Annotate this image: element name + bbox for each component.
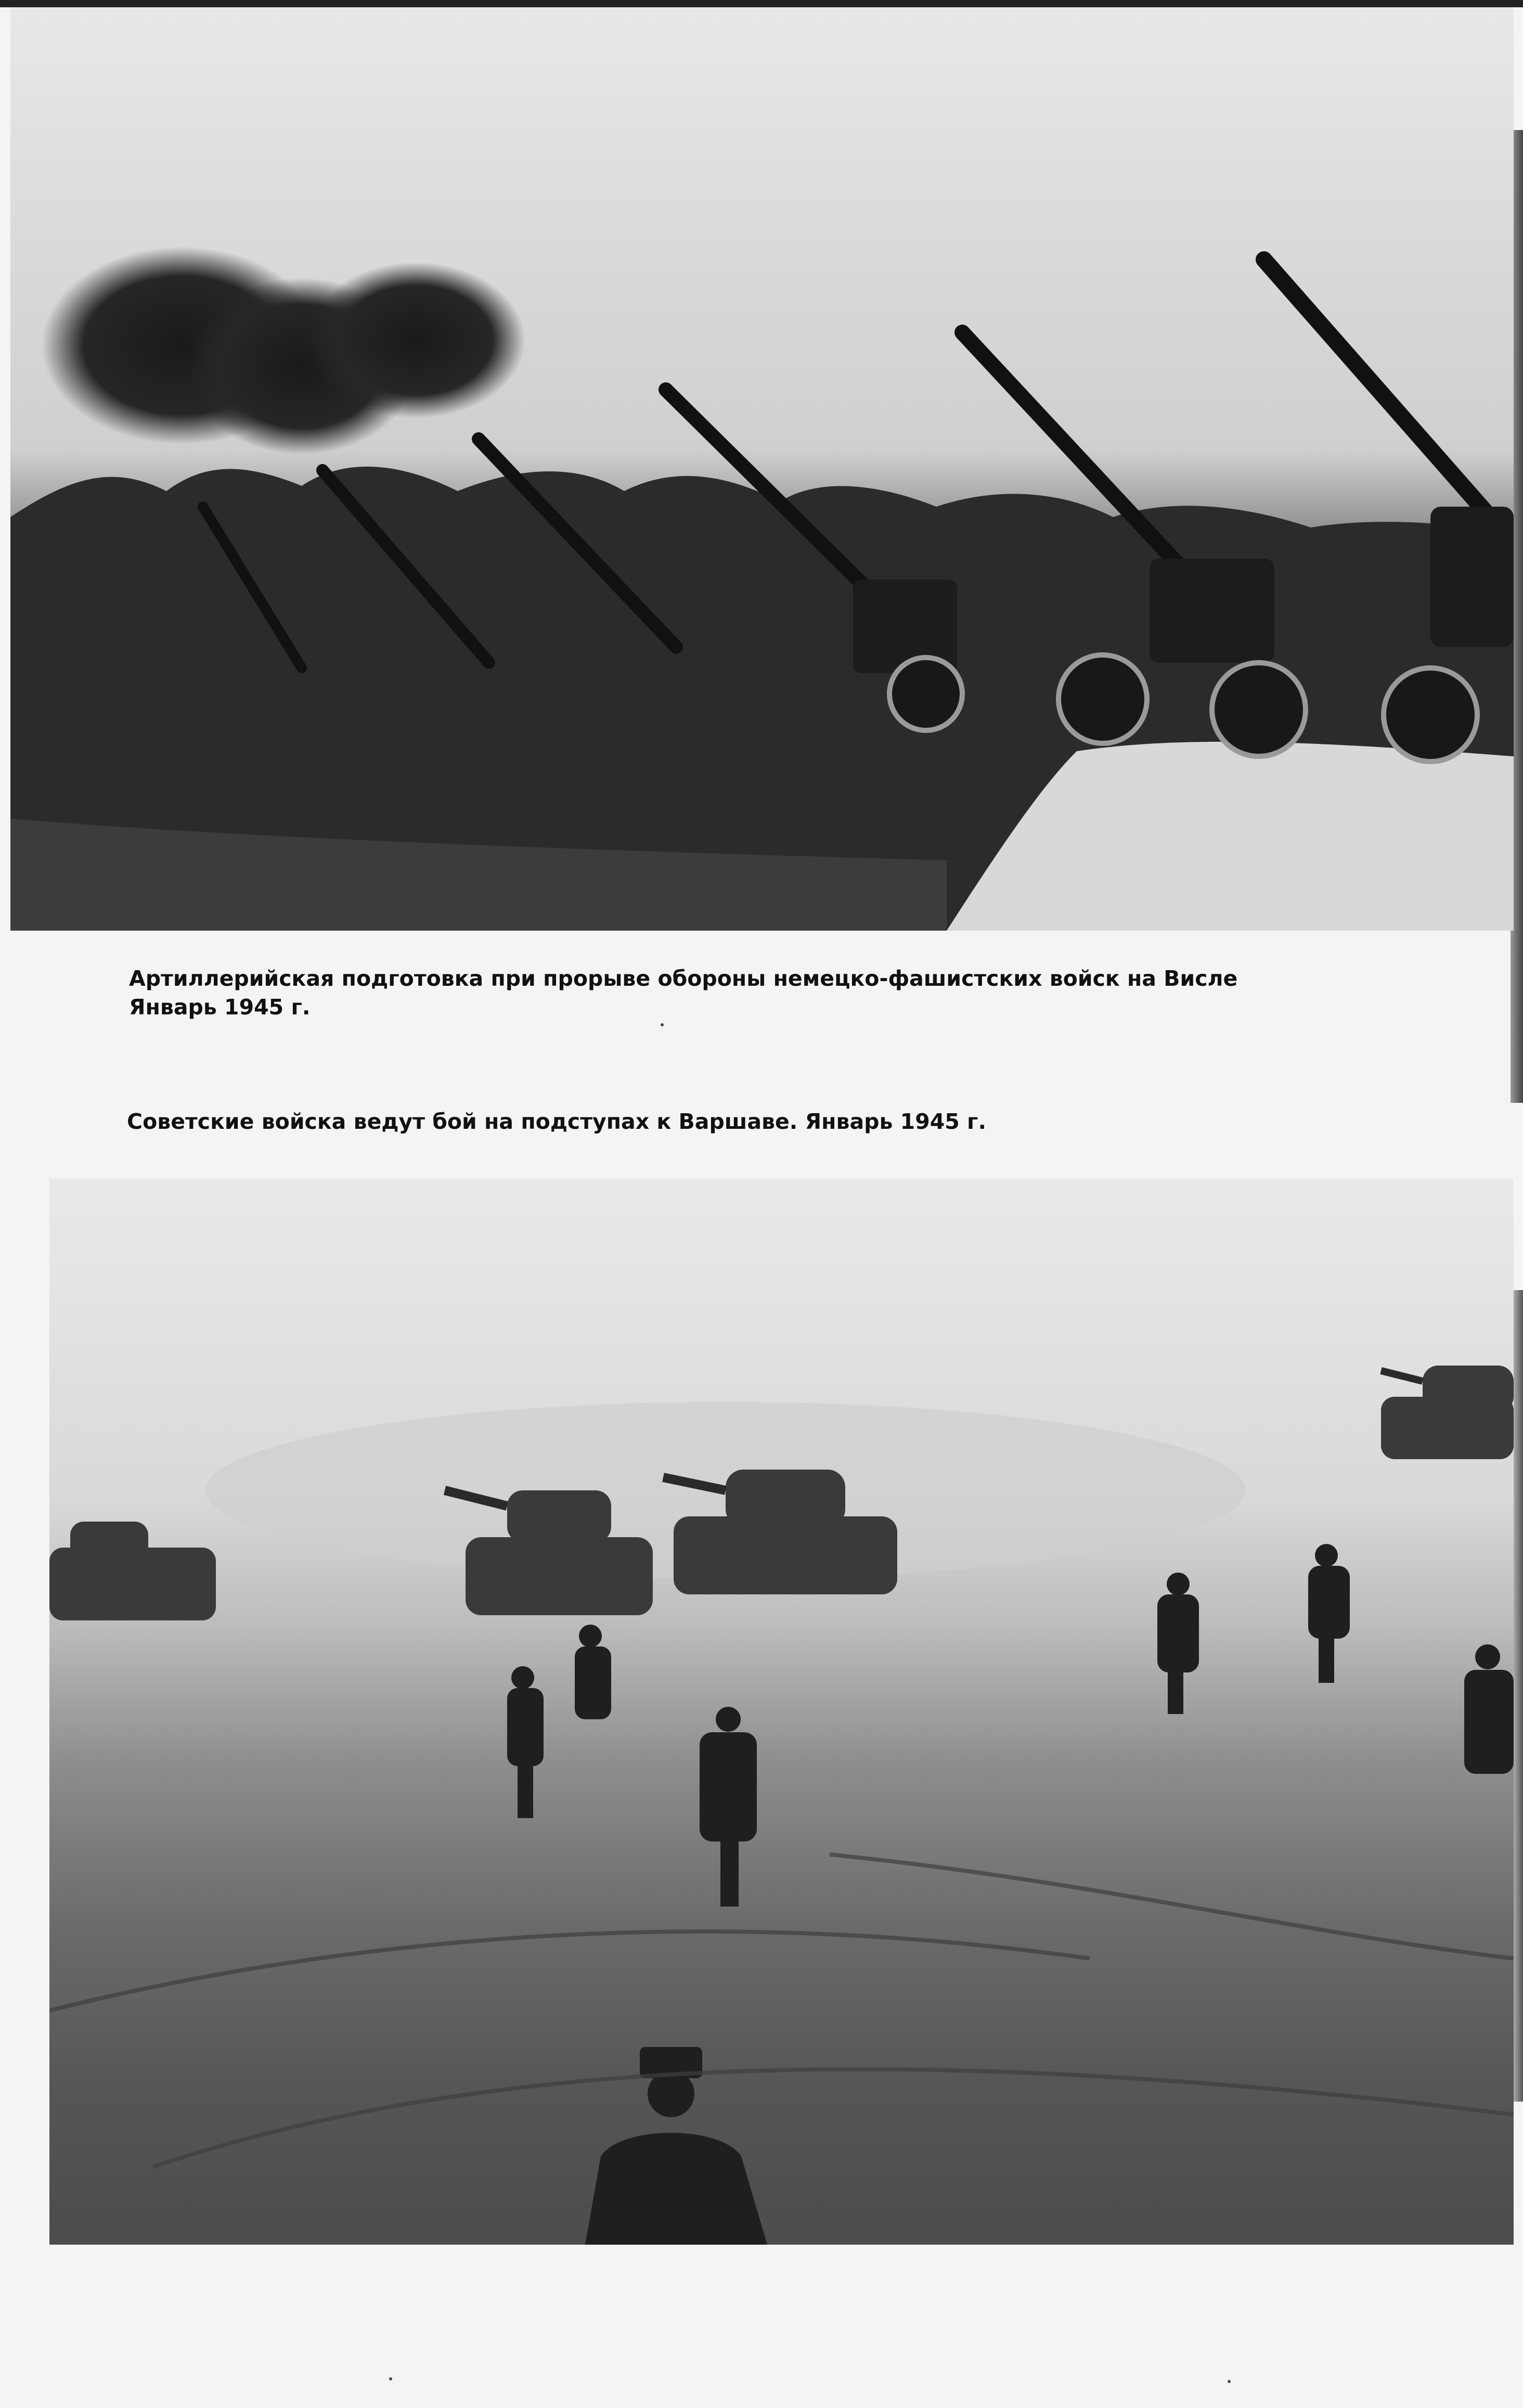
tank-left-edge: [49, 1522, 216, 1620]
page-top-edge: [0, 0, 1523, 7]
print-speck: [661, 1023, 664, 1026]
print-speck: [389, 2377, 392, 2380]
caption-artillery-line2: Январь 1945 г.: [129, 995, 311, 1020]
print-speck: [1228, 2380, 1231, 2383]
field-tracks: [49, 1855, 1514, 2167]
soldier-4: [1157, 1573, 1199, 1714]
soldier-2: [575, 1625, 611, 1719]
soldiers: [507, 1544, 1514, 2245]
soldier-6: [1464, 1644, 1514, 1774]
soldier-1: [507, 1666, 544, 1818]
smoke-cloud-3: [307, 262, 525, 418]
soldier-3: [700, 1707, 757, 1907]
soldier-5: [1308, 1544, 1350, 1683]
artillery-photo: [10, 7, 1514, 931]
caption-warsaw: Советские войска ведут бой на подступах к Варшаве. Январь 1945 г.: [127, 1109, 987, 1134]
page-binding-shadow-lower: [1514, 1290, 1523, 2102]
caption-artillery-line1: Артиллерийская подготовка при прорыве обороны немецко-фашистских войск на Висле: [129, 966, 1238, 991]
tank-right-edge: [1381, 1366, 1514, 1459]
battle-photo: [49, 1178, 1514, 2245]
